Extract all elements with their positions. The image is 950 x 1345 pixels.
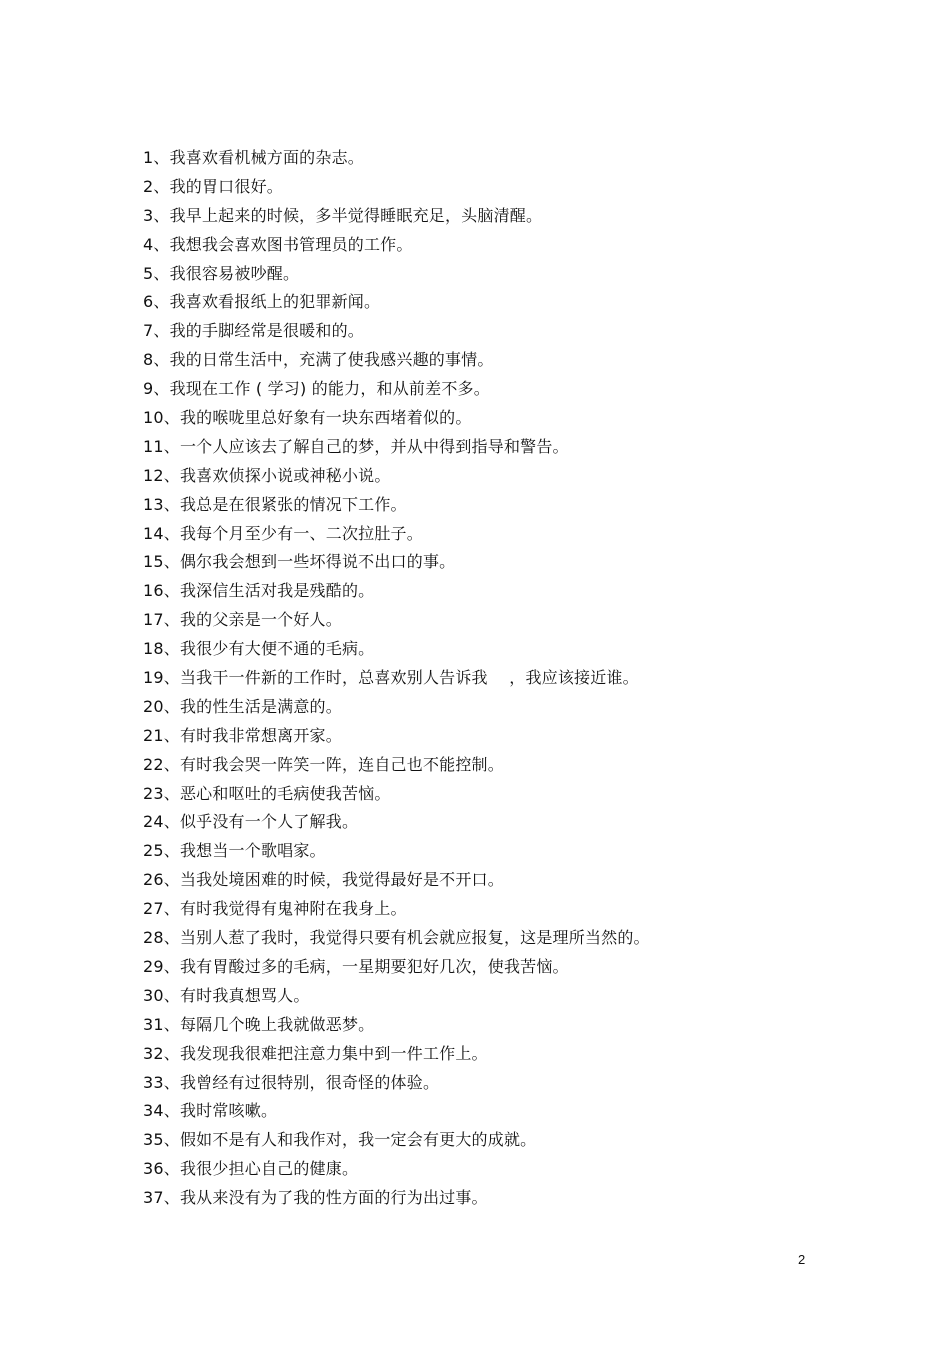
- list-item: 17、我的父亲是一个好人。: [143, 610, 342, 630]
- list-item: 30、有时我真想骂人。: [143, 985, 310, 1005]
- list-item: 24、似乎没有一个人了解我。: [143, 812, 359, 832]
- list-item: 28、当别人惹了我时，我觉得只要有机会就应报复，这是理所当然的。: [143, 928, 650, 948]
- list-item: 12、我喜欢侦探小说或神秘小说。: [143, 465, 391, 485]
- list-item: 9、我现在工作 ( 学习) 的能力，和从前差不多。: [143, 379, 490, 399]
- list-item: 34、我时常咳嗽。: [143, 1101, 278, 1121]
- list-item: 6、我喜欢看报纸上的犯罪新闻。: [143, 292, 381, 312]
- list-item: 14、我每个月至少有一、二次拉肚子。: [143, 523, 423, 543]
- list-item: 1、我喜欢看机械方面的杂志。: [143, 148, 364, 167]
- list-item: 27、有时我觉得有鬼神附在我身上。: [143, 899, 407, 919]
- list-item: 10、我的喉咙里总好象有一块东西堵着似的。: [143, 408, 472, 428]
- list-item: 2、我的胃口很好。: [143, 176, 283, 196]
- page-number: 2: [798, 1252, 806, 1267]
- list-item: 33、我曾经有过很特别，很奇怪的体验。: [143, 1072, 440, 1092]
- list-item: 32、我发现我很难把注意力集中到一件工作上。: [143, 1043, 488, 1063]
- list-item: 13、我总是在很紧张的情况下工作。: [143, 494, 407, 514]
- questionnaire-item-list: [143, 144, 863, 1213]
- list-item: 3、我早上起来的时候，多半觉得睡眠充足，头脑清醒。: [143, 205, 543, 225]
- list-item: 23、恶心和呕吐的毛病使我苦恼。: [143, 783, 391, 803]
- list-item: 25、我想当一个歌唱家。: [143, 841, 326, 861]
- list-item: 5、我很容易被吵醒。: [143, 263, 300, 283]
- list-item: 31、每隔几个晚上我就做恶梦。: [143, 1014, 375, 1034]
- list-item: 37、我从来没有为了我的性方面的行为出过事。: [143, 1188, 488, 1208]
- list-item: 35、假如不是有人和我作对，我一定会有更大的成就。: [143, 1130, 537, 1150]
- list-item: 7、我的手脚经常是很暖和的。: [143, 321, 364, 341]
- list-item: 36、我很少担心自己的健康。: [143, 1159, 359, 1179]
- list-item: 19、当我干一件新的工作时，总喜欢别人告诉我 ，我应该接近谁。: [143, 668, 639, 688]
- list-item: 26、当我处境困难的时候，我觉得最好是不开口。: [143, 870, 504, 890]
- list-item: 18、我很少有大便不通的毛病。: [143, 639, 375, 659]
- list-item: 22、有时我会哭一阵笑一阵，连自己也不能控制。: [143, 754, 504, 774]
- list-item: 4、我想我会喜欢图书管理员的工作。: [143, 234, 413, 254]
- list-item: 15、偶尔我会想到一些坏得说不出口的事。: [143, 552, 456, 572]
- list-item: 20、我的性生活是满意的。: [143, 696, 342, 716]
- list-item: 11、一个人应该去了解自己的梦，并从中得到指导和警告。: [143, 436, 569, 456]
- list-item: 29、我有胃酸过多的毛病，一星期要犯好几次，使我苦恼。: [143, 956, 569, 976]
- list-item: 16、我深信生活对我是残酷的。: [143, 581, 375, 601]
- list-item: 8、我的日常生活中，充满了使我感兴趣的事情。: [143, 350, 494, 370]
- list-item: 21、有时我非常想离开家。: [143, 725, 342, 745]
